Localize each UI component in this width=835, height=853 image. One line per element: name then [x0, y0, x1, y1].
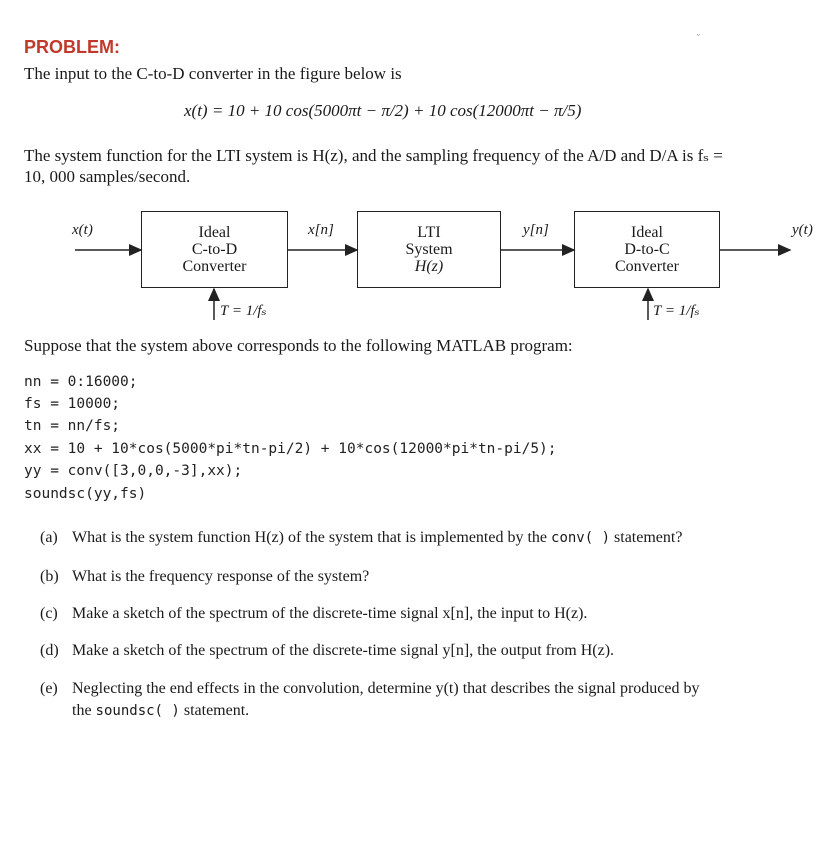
question-e	[40, 678, 700, 700]
d-to-c-line2: D-to-C	[624, 241, 670, 258]
question-c	[40, 603, 587, 625]
output-signal-label: y(t)	[792, 222, 813, 238]
question-b	[40, 566, 369, 588]
code-line: soundsc(yy,fs)	[24, 486, 147, 502]
sampling-period-label-1: T = 1/fₛ	[220, 303, 267, 319]
problem-heading: PROBLEM:	[24, 37, 120, 57]
d-to-c-line1: Ideal	[631, 224, 663, 241]
question-e-text-3: statement.	[183, 702, 250, 719]
question-b-text: What is the frequency response of the system?	[72, 568, 370, 585]
lti-line3: H(z)	[414, 258, 444, 275]
yn-label: y[n]	[523, 222, 549, 238]
c-to-d-line2: C-to-D	[191, 241, 238, 258]
question-e-label: (e)	[40, 680, 58, 697]
question-b-label: (b)	[40, 568, 59, 585]
question-d-label: (d)	[40, 642, 59, 659]
input-equation: x(t) = 10 + 10 cos(5000πt − π/2) + 10 cos(12000πt − π/5)	[184, 101, 582, 120]
sampling-period-label-2: T = 1/fₛ	[653, 303, 700, 319]
question-d-text: Make a sketch of the spectrum of the discrete-time signal y[n], the output from H(z).	[72, 642, 615, 659]
input-signal-label: x(t)	[72, 222, 93, 238]
d-to-c-converter-block	[574, 211, 720, 288]
xn-label: x[n]	[308, 222, 334, 238]
question-a-label: (a)	[40, 529, 58, 546]
code-line: tn = nn/fs;	[24, 418, 121, 434]
suppose-text: Suppose that the system above corresponds to the following MATLAB program:	[24, 336, 573, 355]
question-a-text: What is the system function H(z) of the system that is implemented by the	[72, 529, 548, 546]
d-to-c-line3: Converter	[615, 258, 679, 275]
question-a-code: conv( )	[551, 530, 611, 546]
lti-line1: LTI	[417, 224, 441, 241]
question-e-text: Neglecting the end effects in the convolution, determine y(t) that describes the signal produced by	[72, 680, 700, 697]
system-text-line1: The system function for the LTI system is H(z), and the sampling frequency of the A/D and D/A is fₛ =	[24, 146, 723, 165]
question-e-text-2: the	[72, 702, 92, 719]
code-line: nn = 0:16000;	[24, 374, 138, 390]
question-d	[40, 640, 614, 662]
c-to-d-converter-block	[141, 211, 288, 288]
question-a-text-end: statement?	[614, 529, 683, 546]
question-c-label: (c)	[40, 605, 58, 622]
c-to-d-line1: Ideal	[198, 224, 231, 241]
question-e-continued	[72, 700, 249, 722]
question-c-text: Make a sketch of the spectrum of the discrete-time signal x[n], the input to H(z).	[72, 605, 588, 622]
corner-mark: ᵕ	[697, 30, 700, 40]
lti-line2: System	[405, 241, 453, 258]
code-line: xx = 10 + 10*cos(5000*pi*tn-pi/2) + 10*cos(12000*pi*tn-pi/5);	[24, 441, 557, 457]
question-a	[40, 527, 682, 549]
c-to-d-line3: Converter	[182, 258, 247, 275]
intro-text: The input to the C-to-D converter in the figure below is	[24, 64, 402, 83]
question-e-code: soundsc( )	[95, 703, 180, 719]
code-line: yy = conv([3,0,0,-3],xx);	[24, 463, 243, 479]
system-text-line2: 10, 000 samples/second.	[24, 167, 191, 186]
code-line: fs = 10000;	[24, 396, 121, 412]
lti-system-block	[357, 211, 501, 288]
